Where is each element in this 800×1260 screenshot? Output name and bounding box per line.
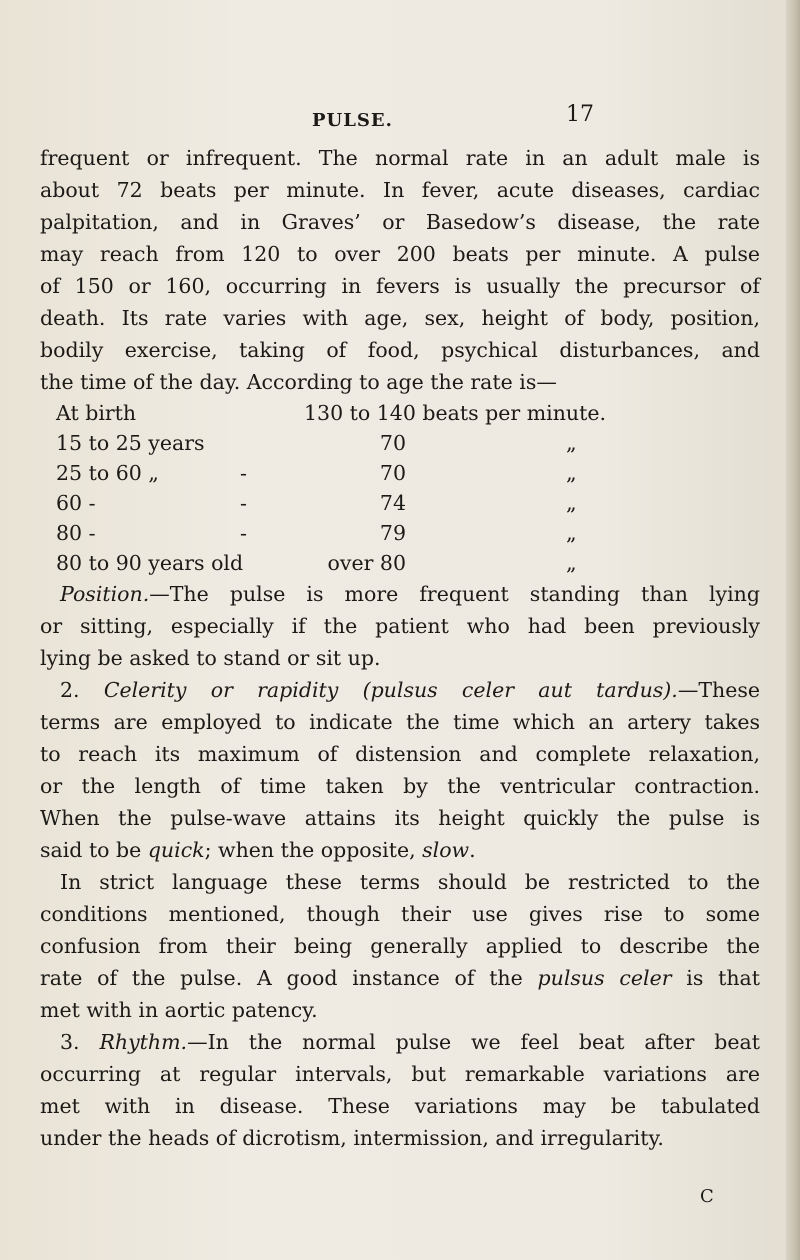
section-number: 3. (60, 1030, 80, 1054)
text-line: terms are employed to indicate the time which an artery takes (40, 710, 760, 734)
page-header (0, 100, 800, 136)
text-line: confusion from their being generally applied to describe the (40, 934, 760, 958)
position-paragraph-line: Position.—The pulse is more frequent standing than lying (60, 582, 760, 606)
running-title: PULSE. (312, 110, 393, 131)
text-line: to reach its maximum of distension and complete relaxation, (40, 742, 760, 766)
rate-cell: over 80 (327, 551, 406, 575)
rate-cell: 70 (379, 461, 406, 485)
text-line: In strict language these terms should be restricted to the (60, 870, 760, 894)
table-row (56, 518, 760, 548)
text-line: said to be quick; when the opposite, slow. (40, 838, 476, 862)
text-line: of 150 or 160, occurring in fevers is usually the precursor of (40, 274, 760, 298)
text-line: the time of the day. According to age the rate is— (40, 370, 557, 394)
text-line: conditions mentioned, though their use gives rise to some (40, 902, 760, 926)
ditto-mark: „ (566, 431, 577, 455)
rate-cell: 74 (379, 491, 406, 515)
table-row (56, 488, 760, 518)
age-cell: 25 to 60 „ (56, 461, 159, 485)
ditto-mark: „ (566, 491, 577, 515)
term-quick: quick (147, 838, 205, 862)
text-line: frequent or infrequent. The normal rate in an adult male is (40, 146, 760, 170)
text-line: may reach from 120 to over 200 beats per minute. A pulse (40, 242, 760, 266)
page-number: 17 (566, 102, 594, 127)
section-label: Rhythm. (99, 1030, 188, 1054)
rate-cell: 70 (379, 431, 406, 455)
term-slow: slow (422, 838, 470, 862)
text-line: When the pulse-wave attains its height quickly the pulse is (40, 806, 760, 830)
text-line: death. Its rate varies with age, sex, height of body, position, (40, 306, 760, 330)
celerity-paragraph-line: 2. Celerity or rapidity (pulsus celer aut tardus).—These (60, 678, 760, 702)
age-cell: 80 to 90 years old (56, 551, 244, 575)
term-pulsus-celer: pulsus celer (537, 966, 672, 990)
age-cell: 60 - (56, 491, 96, 515)
text-line: palpitation, and in Graves’ or Basedow’s disease, the rate (40, 210, 760, 234)
table-row (56, 548, 760, 578)
section-label: Celerity or rapidity (pulsus celer aut tardus). (103, 678, 678, 702)
age-cell: At birth (56, 401, 137, 425)
rate-cell: 79 (379, 521, 406, 545)
table-row (56, 458, 760, 488)
page-body (40, 142, 760, 1154)
text-line: or sitting, especially if the patient who had been previously (40, 614, 760, 638)
section-label: Position. (60, 582, 150, 606)
table-row (56, 398, 760, 428)
ditto-mark: „ (566, 461, 577, 485)
text-line: lying be asked to stand or sit up. (40, 646, 381, 670)
age-cell: 80 - (56, 521, 96, 545)
dash-leader: - (240, 521, 247, 545)
text-line: rate of the pulse. A good instance of the pulsus celer is that (40, 966, 760, 990)
text-line: occurring at regular intervals, but remarkable variations are (40, 1062, 760, 1086)
age-cell: 15 to 25 years (56, 431, 205, 455)
text-line: under the heads of dicrotism, intermission, and irregularity. (40, 1126, 664, 1150)
text-line: about 72 beats per minute. In fever, acute diseases, cardiac (40, 178, 760, 202)
rate-by-age-table (56, 398, 760, 578)
text-line: met with in disease. These variations may be tabulated (40, 1094, 760, 1118)
signature-mark: C (700, 1186, 714, 1207)
rate-cell: 130 to 140 beats per minute. (304, 401, 606, 425)
dash-leader: - (240, 491, 247, 515)
text-line: or the length of time taken by the ventricular contraction. (40, 774, 760, 798)
text-line: met with in aortic patency. (40, 998, 318, 1022)
dash-leader: - (240, 461, 247, 485)
text-line: bodily exercise, taking of food, psychical disturbances, and (40, 338, 760, 362)
ditto-mark: „ (566, 521, 577, 545)
table-row (56, 428, 760, 458)
section-number: 2. (60, 678, 80, 702)
page-edge (786, 0, 800, 1260)
rhythm-paragraph-line: 3. Rhythm.—In the normal pulse we feel beat after beat (60, 1030, 760, 1054)
ditto-mark: „ (566, 551, 577, 575)
